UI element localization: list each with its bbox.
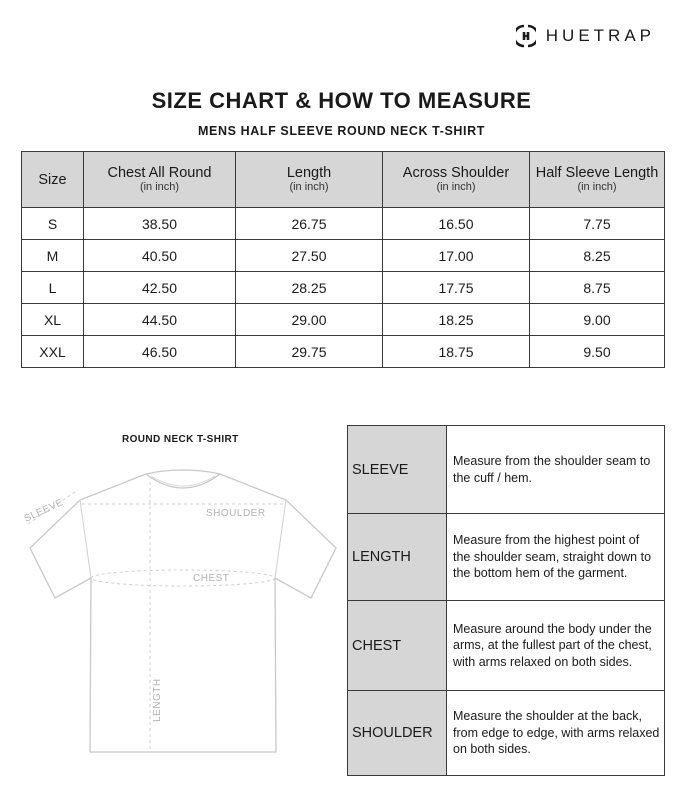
shoulder-diagram-label: SHOULDER (206, 508, 266, 519)
length-cell: 29.75 (236, 336, 383, 368)
chest-cell: 40.50 (84, 240, 236, 272)
measure-term: LENGTH (348, 514, 447, 601)
table-row (348, 601, 665, 691)
table-row (22, 336, 665, 368)
sleeve-cell: 9.50 (530, 336, 665, 368)
header-length (236, 152, 383, 208)
chest-diagram-label: CHEST (193, 573, 230, 584)
table-row (348, 691, 665, 776)
measurement-guide-table (347, 425, 665, 776)
header-label: Length (286, 165, 332, 181)
shoulder-cell: 16.50 (383, 208, 530, 240)
length-cell: 29.00 (236, 304, 383, 336)
header-chest (84, 152, 236, 208)
table-row (22, 208, 665, 240)
size-cell: L (22, 272, 84, 304)
header-sleeve-length (530, 152, 665, 208)
header-label: Across Shoulder (402, 165, 510, 181)
shoulder-cell: 18.25 (383, 304, 530, 336)
header-unit: (in inch) (289, 181, 329, 193)
header-unit: (in inch) (577, 181, 617, 193)
table-row (348, 426, 665, 514)
page-title: SIZE CHART & HOW TO MEASURE (151, 88, 532, 113)
sleeve-cell: 9.00 (530, 304, 665, 336)
sleeve-diagram-label: SLEEVE (22, 497, 66, 525)
chest-cell: 42.50 (84, 272, 236, 304)
chest-cell: 46.50 (84, 336, 236, 368)
size-cell: S (22, 208, 84, 240)
header-size (22, 152, 84, 208)
length-cell: 26.75 (236, 208, 383, 240)
measure-term: SHOULDER (348, 691, 447, 776)
page-subtitle: MENS HALF SLEEVE ROUND NECK T-SHIRT (198, 124, 485, 138)
size-chart-table (21, 151, 665, 368)
chest-cell: 38.50 (84, 208, 236, 240)
chest-cell: 44.50 (84, 304, 236, 336)
huetrap-logo-icon (516, 24, 536, 48)
table-row (22, 240, 665, 272)
sleeve-cell: 8.25 (530, 240, 665, 272)
size-table-header-row (22, 152, 665, 208)
length-cell: 27.50 (236, 240, 383, 272)
shoulder-cell: 18.75 (383, 336, 530, 368)
sleeve-cell: 8.75 (530, 272, 665, 304)
length-diagram-label: LENGTH (152, 678, 163, 722)
header-label: Chest All Round (107, 165, 212, 181)
size-cell: XXL (22, 336, 84, 368)
measure-term: CHEST (348, 601, 447, 691)
header-label: Size (38, 171, 67, 188)
measure-description: Measure the shoulder at the back, from edge to edge, with arms relaxed on both sides. (447, 691, 665, 776)
sleeve-cell: 7.75 (530, 208, 665, 240)
size-cell: XL (22, 304, 84, 336)
diagram-title: ROUND NECK T-SHIRT (122, 434, 239, 445)
table-row (348, 514, 665, 601)
header-unit: (in inch) (436, 181, 476, 193)
header-label: Half Sleeve Length (535, 165, 659, 181)
measure-description: Measure from the highest point of the shoulder seam, straight down to the bottom hem of the garment. (447, 514, 665, 601)
table-row (22, 272, 665, 304)
tshirt-diagram (18, 460, 348, 760)
shoulder-cell: 17.00 (383, 240, 530, 272)
size-cell: M (22, 240, 84, 272)
measure-term: SLEEVE (348, 426, 447, 514)
table-row (22, 304, 665, 336)
tshirt-outline (30, 470, 336, 752)
length-cell: 28.25 (236, 272, 383, 304)
shoulder-cell: 17.75 (383, 272, 530, 304)
brand-logo (516, 24, 655, 48)
measure-description: Measure around the body under the arms, at the fullest part of the chest, with arms relaxed on both sides. (447, 601, 665, 691)
header-shoulder (383, 152, 530, 208)
measure-description: Measure from the shoulder seam to the cuff / hem. (447, 426, 665, 514)
brand-name: HUETRAP (545, 26, 655, 45)
header-unit: (in inch) (139, 181, 180, 193)
